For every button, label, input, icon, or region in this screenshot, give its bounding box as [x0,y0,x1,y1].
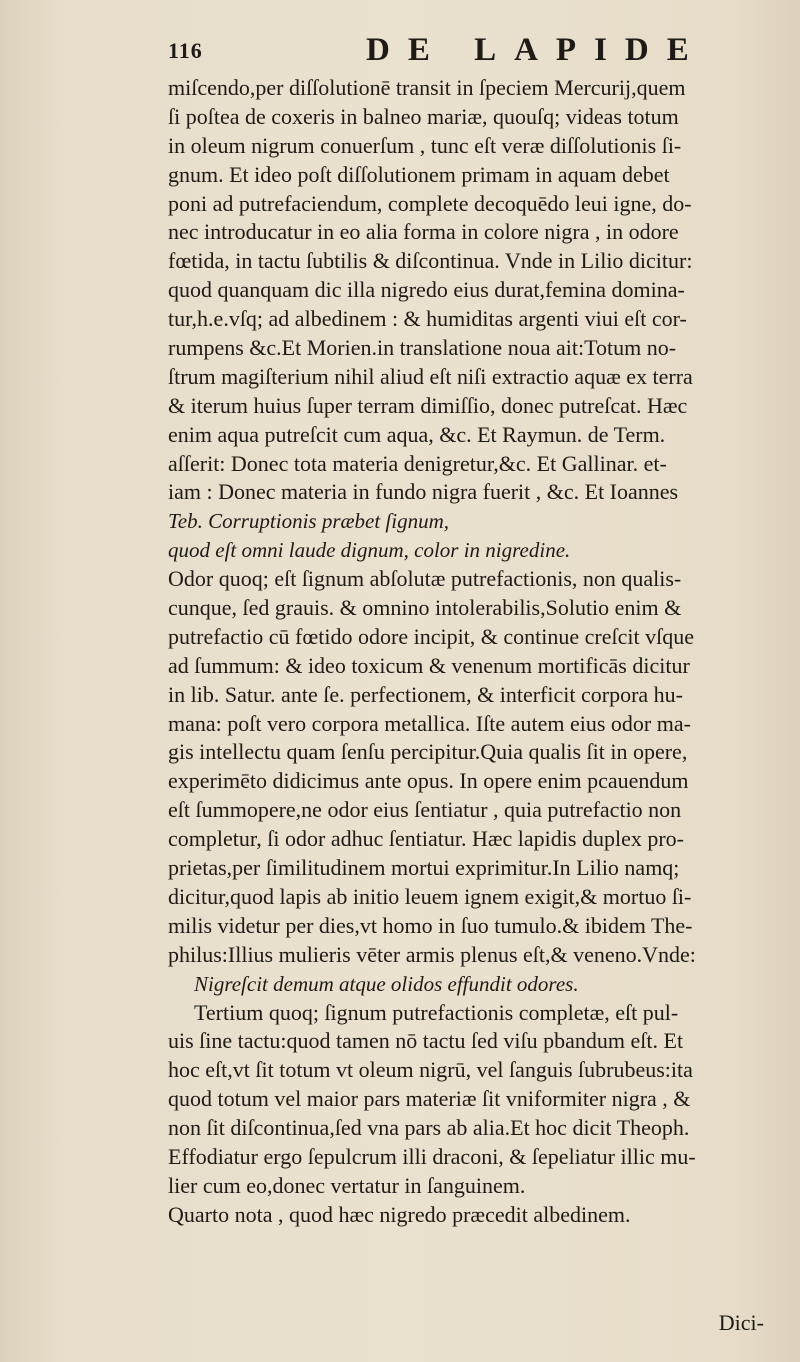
text-line: Odor quoq; eſt ſignum abſolutæ putrefactionis, non qualis- [168,566,682,592]
text-line: uis ſine tactu:quod tamen nō tactu ſed viſu pbandum eſt. Et [168,1028,684,1054]
page-header [168,32,760,72]
text-line: quod quanquam dic illa nigredo eius durat,femina domina- [168,277,685,303]
text-line: & iterum huius ſuper terram dimiſſio, donec putreſcat. Hæc [168,392,688,418]
text-line: non ſit diſcontinua,ſed vna pars ab alia.Et hoc dicit Theoph. [168,1115,690,1141]
text-line: in oleum nigrum conuerſum , tunc eſt veræ diſſolutionis ſi- [168,132,682,158]
text-line: in lib. Satur. ante ſe. perfectionem, & interficit corpora hu- [168,681,683,707]
verse-line: quod eſt omni laude dignum, color in nigredine. [168,538,571,563]
text-line: gnum. Et ideo poſt diſſolutionem primam in aquam debet [168,161,670,187]
verse-line: Nigreſcit demum atque olidos effundit odores. [194,971,579,996]
text-line: enim aqua putreſcit cum aqua, &c. Et Raymun. de Term. [168,421,666,447]
text-line: miſcendo,per diſſolutionē transit in ſpeciem Mercurij,quem [168,75,686,100]
text-line: nec introducatur in eo alia forma in colore nigra , in odore [168,219,679,245]
text-line: tur,h.e.vſq; ad albedinem : & humiditas argenti viui eſt cor- [168,306,687,332]
text-line: aſſerit: Donec tota materia denigretur,&c. Et Gallinar. et- [168,450,667,476]
text-line: lier cum eo,donec vertatur in ſanguinem. [168,1172,526,1198]
text-line: completur, ſi odor adhuc ſentiatur. Hæc lapidis duplex pro- [168,826,685,852]
text-line: mana: poſt vero corpora metallica. Iſte autem eius odor ma- [168,710,691,736]
text-line: ſtrum magiſterium nihil aliud eſt niſi extractio aquæ ex terra [168,363,693,389]
text-line: hoc eſt,vt ſit totum vt oleum nigrū, vel ſanguis ſubrubeus:ita [168,1057,693,1083]
catchword: Dici- [718,1310,764,1335]
text-line: eſt ſummopere,ne odor eius ſentiatur , quia putrefactio non [168,797,682,823]
text-line: milis videtur per dies,vt homo in ſuo tumulo.& ibidem The- [168,912,693,938]
text-line: gis intellectu quam ſenſu percipitur.Quia qualis ſit in opere, [168,739,688,765]
text-line: Tertium quoq; ſignum putrefactionis completæ, eſt pul- [194,999,679,1025]
text-line: poni ad putrefaciendum, complete decoquēdo leui igne, do- [168,190,692,216]
verse-line: Teb. Corruptionis præbet ſignum, [168,509,450,534]
text-line: prietas,per ſimilitudinem mortui exprimitur.In Lilio namq; [168,855,680,881]
text-line: dicitur,quod lapis ab initio leuem ignem exigit,& mortuo ſi- [168,883,692,909]
text-line: iam : Donec materia in fundo nigra fuerit , &c. Et Ioannes [168,479,679,505]
text-line: ſi poſtea de coxeris in balneo mariæ, quouſq; videas totum [168,103,679,129]
text-line: Effodiatur ergo ſepulcrum illi draconi, & ſepeliatur illic mu- [168,1143,696,1169]
text-line: Quarto nota , quod hæc nigredo præcedit albedinem. [168,1201,631,1227]
text-line: rumpens &c.Et Morien.in translatione noua ait:Totum no- [168,335,677,361]
text-line: experimēto didicimus ante opus. In opere enim pcauendum [168,768,689,794]
text-line: philus:Illius mulieris vēter armis plenus eſt,& veneno.Vnde: [168,941,696,967]
text-line: putrefactio cū fœtido odore incipit, & continue creſcit vſque [168,623,694,649]
page-number: 116 [168,38,203,63]
text-line: fœtida, in tactu ſubtilis & diſcontinua. Vnde in Lilio dicitur: [168,248,693,274]
text-line: cunque, ſed grauis. & omnino intolerabilis,Solutio enim & [168,595,682,621]
text-line: quod totum vel maior pars materiæ ſit vniformiter nigra , & [168,1086,691,1112]
running-head: DE LAPIDE [366,32,707,68]
body-text [168,74,770,1230]
text-line: ad ſummum: & ideo toxicum & venenum mortificās dicitur [168,652,690,678]
